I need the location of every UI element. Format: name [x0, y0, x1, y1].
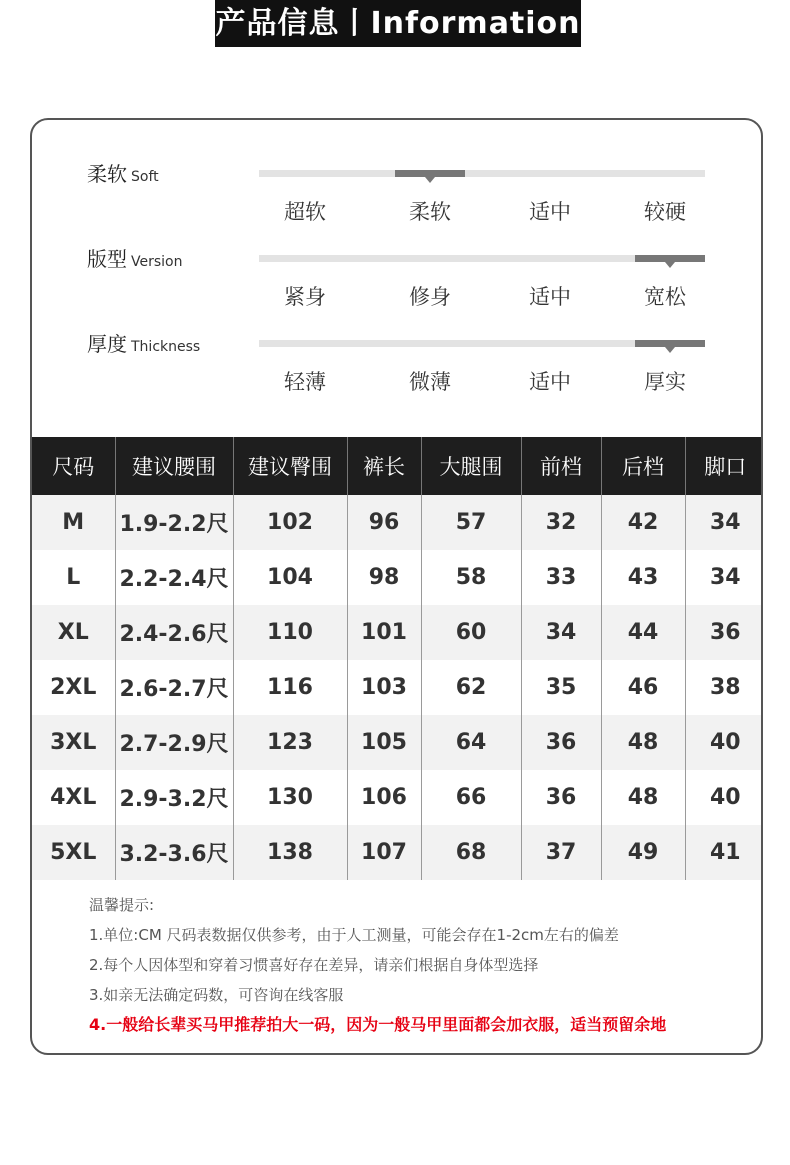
scale-option: 紧身: [284, 285, 326, 309]
table-cell: 57: [421, 495, 521, 550]
table-cell: 116: [233, 660, 347, 715]
table-cell: 49: [601, 825, 685, 880]
table-cell: 36: [685, 605, 763, 660]
scale-option: 柔软: [409, 200, 451, 224]
scale-option: 适中: [529, 285, 571, 309]
table-cell: 2.9-3.2尺: [115, 770, 233, 825]
table-header-row: [32, 437, 763, 495]
table-header-cell: 建议腰围: [115, 437, 233, 495]
table-cell: 34: [685, 495, 763, 550]
table-cell: 62: [421, 660, 521, 715]
attribute-label-cn: 厚度: [87, 332, 127, 356]
table-cell: 44: [601, 605, 685, 660]
scale-indicator: [395, 170, 465, 177]
table-cell: 32: [521, 495, 601, 550]
table-cell: 2.7-2.9尺: [115, 715, 233, 770]
table-cell: 41: [685, 825, 763, 880]
tip-item: 2.每个人因体型和穿着习惯喜好存在差异，请亲们根据自身体型选择: [89, 956, 539, 974]
table-row: [32, 770, 763, 825]
table-cell: 2.2-2.4尺: [115, 550, 233, 605]
table-cell: 48: [601, 715, 685, 770]
table-cell: 35: [521, 660, 601, 715]
attribute-label: [87, 328, 200, 357]
tips-title: 温馨提示:: [89, 896, 155, 914]
table-row: [32, 825, 763, 880]
scale-option: 超软: [284, 200, 326, 224]
scale-indicator: [635, 340, 705, 347]
table-cell: 40: [685, 715, 763, 770]
scale-track: [259, 255, 705, 262]
table-header-cell: 尺码: [32, 437, 115, 495]
scale-track: [259, 170, 705, 177]
table-cell: 42: [601, 495, 685, 550]
table-cell: 96: [347, 495, 421, 550]
scale-option: 宽松: [644, 285, 686, 309]
table-header-cell: 建议臀围: [233, 437, 347, 495]
table-cell: 33: [521, 550, 601, 605]
table-cell: 2.4-2.6尺: [115, 605, 233, 660]
table-cell: 101: [347, 605, 421, 660]
scale-option: 较硬: [644, 200, 686, 224]
table-cell: 36: [521, 715, 601, 770]
table-cell: 68: [421, 825, 521, 880]
page-title: 产品信息丨Information: [215, 0, 581, 47]
table-cell: 110: [233, 605, 347, 660]
table-header-cell: 脚口: [685, 437, 763, 495]
table-cell: 130: [233, 770, 347, 825]
tip-item: 1.单位:CM 尺码表数据仅供参考，由于人工测量，可能会存在1-2cm左右的偏差: [89, 926, 619, 944]
table-cell: 64: [421, 715, 521, 770]
attribute-label: [87, 243, 182, 272]
attribute-label-cn: 版型: [87, 247, 127, 271]
scale-indicator: [635, 255, 705, 262]
scale-pointer-icon: [425, 177, 435, 183]
scale-option: 适中: [529, 370, 571, 394]
table-cell: 123: [233, 715, 347, 770]
attribute-label-en: Thickness: [131, 339, 201, 355]
scale-option: 修身: [409, 285, 451, 309]
table-cell: 46: [601, 660, 685, 715]
table-row: [32, 550, 763, 605]
info-card: [30, 118, 763, 1055]
table-header-cell: 前档: [521, 437, 601, 495]
table-cell: 38: [685, 660, 763, 715]
table-row: [32, 605, 763, 660]
tip-item: 3.如亲无法确定码数，可咨询在线客服: [89, 986, 344, 1004]
size-cell: XL: [32, 605, 115, 660]
table-row: [32, 495, 763, 550]
table-cell: 107: [347, 825, 421, 880]
size-cell: 3XL: [32, 715, 115, 770]
size-table: [32, 437, 763, 880]
table-cell: 102: [233, 495, 347, 550]
table-header-cell: 大腿围: [421, 437, 521, 495]
table-cell: 34: [685, 550, 763, 605]
scale-track: [259, 340, 705, 347]
scale-option: 轻薄: [284, 370, 326, 394]
table-row: [32, 660, 763, 715]
table-cell: 66: [421, 770, 521, 825]
tip-warning: 4.一般给长辈买马甲推荐拍大一码，因为一般马甲里面都会加衣服，适当预留余地: [89, 1015, 667, 1034]
table-cell: 104: [233, 550, 347, 605]
attribute-label-en: Version: [131, 254, 183, 270]
size-cell: L: [32, 550, 115, 605]
table-cell: 58: [421, 550, 521, 605]
tips-section: [89, 890, 666, 1040]
table-cell: 60: [421, 605, 521, 660]
size-cell: 2XL: [32, 660, 115, 715]
attribute-label-en: Soft: [131, 169, 159, 185]
size-cell: 4XL: [32, 770, 115, 825]
table-cell: 105: [347, 715, 421, 770]
attribute-row: [32, 158, 761, 238]
table-cell: 40: [685, 770, 763, 825]
size-cell: 5XL: [32, 825, 115, 880]
scale-pointer-icon: [665, 347, 675, 353]
table-cell: 103: [347, 660, 421, 715]
scale-option: 微薄: [409, 370, 451, 394]
scale-option: 厚实: [644, 370, 686, 394]
attribute-label-cn: 柔软: [87, 162, 127, 186]
attribute-row: [32, 243, 761, 323]
table-cell: 34: [521, 605, 601, 660]
attribute-row: [32, 328, 761, 408]
size-cell: M: [32, 495, 115, 550]
attribute-label: [87, 158, 159, 187]
table-cell: 98: [347, 550, 421, 605]
table-cell: 3.2-3.6尺: [115, 825, 233, 880]
table-header-cell: 裤长: [347, 437, 421, 495]
table-cell: 43: [601, 550, 685, 605]
table-cell: 36: [521, 770, 601, 825]
table-cell: 48: [601, 770, 685, 825]
table-cell: 2.6-2.7尺: [115, 660, 233, 715]
table-row: [32, 715, 763, 770]
table-header-cell: 后档: [601, 437, 685, 495]
table-cell: 138: [233, 825, 347, 880]
table-cell: 1.9-2.2尺: [115, 495, 233, 550]
table-cell: 106: [347, 770, 421, 825]
scale-pointer-icon: [665, 262, 675, 268]
scale-option: 适中: [529, 200, 571, 224]
table-cell: 37: [521, 825, 601, 880]
